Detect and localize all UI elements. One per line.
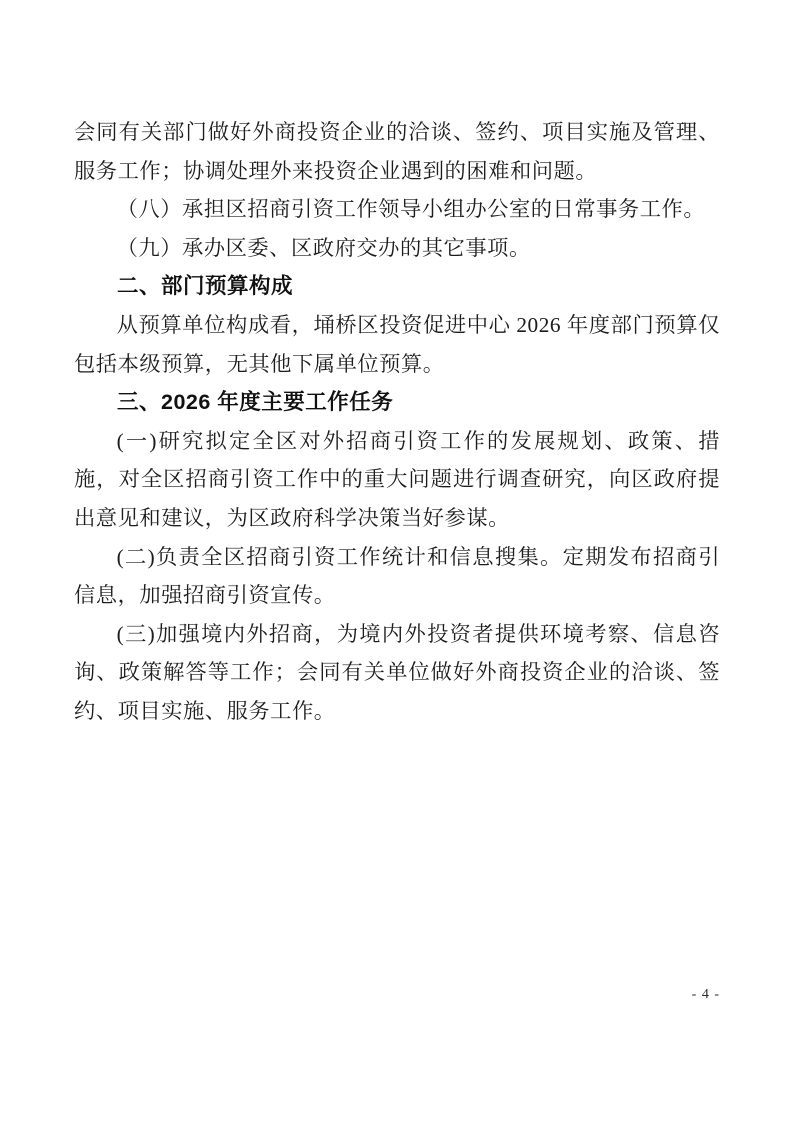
paragraph-task-2: (二)负责全区招商引资工作统计和信息搜集。定期发布招商引信息，加强招商引资宣传。	[74, 544, 720, 608]
page-number: - 4 -	[691, 987, 720, 1002]
paragraph-duty-8: （八）承担区招商引资工作领导小组办公室的日常事务工作。	[116, 197, 706, 222]
section-heading-main-tasks: 三、2026 年度主要工作任务	[117, 390, 394, 415]
paragraph-duty-7-continuation: 会同有关部门做好外商投资企业的洽谈、签约、项目实施及管理、服务工作；协调处理外来投资企业遇到的困难和问题。	[74, 120, 720, 183]
paragraph-budget-composition: 从预算单位构成看，埇桥区投资促进中心 2026 年度部门预算仅包括本级预算，无其他下属单位预算。	[74, 312, 720, 376]
paragraph-task-1: (一)研究拟定全区对外招商引资工作的发展规划、政策、措施，对全区招商引资工作中的重大问题进行调查研究，向区政府提出意见和建议，为区政府科学决策当好参谋。	[74, 428, 720, 530]
paragraph-task-3: (三)加强境内外招商，为境内外投资者提供环境考察、信息咨询、政策解答等工作；会同有关单位做好外商投资企业的洽谈、签约、项目实施、服务工作。	[74, 621, 720, 723]
paragraph-duty-9: （九）承办区委、区政府交办的其它事项。	[116, 235, 531, 260]
document-body	[74, 113, 720, 731]
section-heading-budget-composition: 二、部门预算构成	[117, 274, 294, 299]
